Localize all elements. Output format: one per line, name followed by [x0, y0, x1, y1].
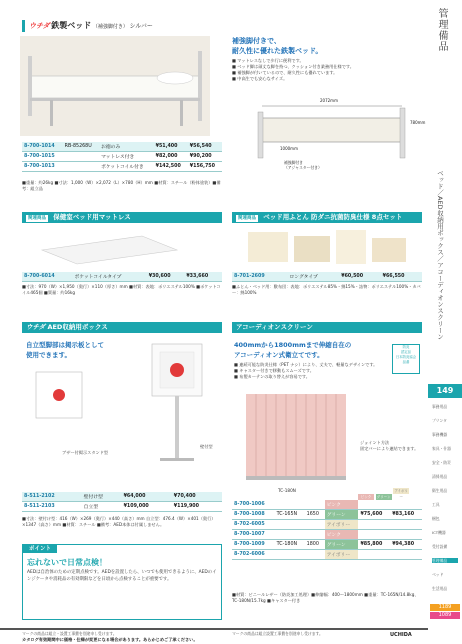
dim-height: 780mm: [410, 120, 426, 125]
screen-caption: ジョイント方法 固定バーにより連結できます。: [360, 440, 419, 451]
price-tax: [390, 530, 422, 540]
screen-photo: [242, 388, 352, 486]
table-row: [22, 492, 222, 502]
futon-photo: [242, 226, 412, 270]
feature-item: ■ 補強脚が付いているので、耐久性にも優れています。: [232, 70, 338, 75]
dim-depth: 1000mm: [280, 146, 298, 151]
mattress-header: [22, 212, 222, 223]
bed-dimension-drawing: [250, 98, 425, 178]
model: [63, 152, 99, 162]
futon-price-table: [232, 272, 422, 282]
sidebar-subcategory: ベッド／AED収納用ボックス／アコーディオンスクリーン: [436, 170, 444, 340]
swatch-green: グリーン: [376, 495, 391, 499]
price-tax: ¥70,400: [172, 492, 222, 502]
brand-logo: ウチダ: [26, 323, 46, 331]
sidebar-item-8[interactable]: 梱包: [432, 516, 440, 521]
mattress-photo: [32, 228, 182, 268]
color: グリーン: [325, 510, 359, 520]
size: マットレス付き: [99, 152, 154, 162]
aed-caption: ブザー付掲示スタンド型: [62, 450, 109, 455]
price-tax: [390, 550, 422, 560]
price: ¥64,000: [122, 492, 172, 502]
table-row: [22, 152, 222, 162]
futon-image: [242, 226, 412, 270]
model: 自立型: [82, 502, 122, 512]
feature-heading: 補強脚付きで、 耐久性に優れた鉄製ベッド。: [232, 37, 323, 55]
size: ポケットコイル付き: [99, 162, 154, 172]
futon-title: ベッド用ふとん 防ダニ抗菌防臭仕様 8点セット: [263, 213, 403, 221]
screen-lead: 400mmから1800mmまで伸縮自在の アコーディオン式衛立てです。: [234, 341, 352, 359]
product-code: 8-700-1015: [22, 152, 63, 162]
model: [63, 162, 99, 172]
footer-note: マークの商品は組立設置工事費を別途申し受けます。: [232, 631, 323, 636]
price-tax: [390, 500, 422, 510]
bed-header: [22, 20, 262, 32]
bullet-item: ■ 連続可能な防炎仕様（PET ナシ）により、丈夫で、軽量なデザインです。: [234, 362, 378, 367]
color-swatches: [358, 488, 422, 500]
screen-header: [232, 322, 422, 333]
color: ピンク: [325, 530, 359, 540]
product-title-sub: （補強脚付き）: [92, 24, 128, 30]
swatch-pink: ピンク: [358, 494, 374, 500]
price: [358, 500, 390, 510]
swatch-ivory: アイボリー: [394, 489, 409, 499]
model: RB-85268U: [63, 142, 99, 152]
price: ¥142,500: [154, 162, 188, 172]
sidebar-category: 管理備品: [436, 8, 447, 52]
product-code: 8-700-1007: [232, 530, 275, 540]
sidebar-item-0[interactable]: 事務用品: [432, 404, 448, 409]
table-row: [22, 162, 222, 172]
screen-spec: ■材質：ビニールレザー（防炎加工処理）■伸縮幅：400～1800mm ■重量：TC-165N/14.8kg、TC-180N/15.7kg ■キャスター付き: [232, 592, 419, 603]
sidebar: [428, 0, 462, 644]
table-row: [232, 272, 422, 282]
table-row: [22, 272, 222, 282]
model: [275, 550, 305, 560]
feature-item: ■ ベッド脚は頑丈な脚を持つ、クッション付き業務用仕様です。: [232, 64, 354, 69]
model: [275, 500, 305, 510]
bed-price-table: [22, 142, 222, 172]
footer-note: カタログ有効期間中に価格・仕様が変更になる場合があります。あらかじめご了承ください。: [22, 637, 198, 642]
model: ロングタイプ: [287, 272, 339, 282]
bed-photo: [20, 36, 210, 136]
table-row: [232, 510, 422, 520]
price: ¥82,000: [154, 152, 188, 162]
product-code: 8-701-2609: [232, 272, 287, 282]
dimension-diagram: [250, 98, 425, 178]
futon-header: [232, 212, 422, 223]
product-color: シルバー: [129, 23, 153, 30]
side-code-2: 1089: [430, 612, 460, 619]
footer: [0, 628, 428, 644]
height: 1650: [305, 510, 325, 520]
screen-bullets: [234, 362, 384, 380]
aed-wall-image: [26, 366, 96, 426]
aed-spec: ■寸法：壁付け型：416（W）×269（奥行）×440（高さ）mm 自立型：476.4（W）×401（奥行）×1347（高さ）mm ■材質：スチール ■備考：AED本体は付属しません。: [22, 516, 216, 527]
aed-section: [22, 322, 222, 622]
price: ¥51,400: [154, 142, 188, 152]
sidebar-item-12[interactable]: ベッド: [432, 572, 444, 577]
screen-image: [242, 388, 352, 486]
point-box: [22, 544, 222, 620]
product-code: 8-702-6005: [232, 520, 275, 530]
sidebar-item-11[interactable]: 管理備品: [432, 558, 458, 563]
brand-logo: UCHIDA: [390, 632, 412, 638]
point-title: 忘れないで日常点検！: [27, 558, 107, 567]
sidebar-item-5[interactable]: 清掃用品: [432, 474, 448, 479]
mattress-spec: ■寸法：970（W）×1,950（奥行）×110（厚さ）mm ■材質：表地：ポリエステル100% ■ポケットコイル465個 ■質量：約16kg: [22, 284, 221, 295]
mattress-image: [32, 228, 182, 268]
product-code: 8-700-1014: [22, 142, 63, 152]
table-row: [22, 502, 222, 512]
side-code-1: 1189: [430, 604, 460, 611]
color: アイボリー: [325, 550, 359, 560]
sidebar-item-1[interactable]: プリンタ: [432, 418, 447, 423]
bed-illustration: [20, 36, 210, 136]
brand-logo: ウチダ: [29, 22, 50, 30]
feature-list: [232, 58, 420, 82]
model: 壁付け型: [82, 492, 122, 502]
product-code: 8-700-1009: [232, 540, 275, 550]
aed-wall-label: 壁付型: [200, 444, 213, 449]
model: ポケットコイルタイプ: [73, 272, 147, 282]
sidebar-item-3[interactable]: 家具・什器: [432, 446, 451, 451]
price: ¥109,000: [122, 502, 172, 512]
price-tax: ¥56,540: [188, 142, 222, 152]
screen-section: [232, 322, 422, 622]
color: ピンク: [325, 500, 359, 510]
product-code: 8-511-2102: [22, 492, 82, 502]
related-tag: 関連商品: [28, 216, 46, 221]
price-tax: ¥119,900: [172, 502, 222, 512]
sidebar-item-10[interactable]: 受付設備: [432, 544, 448, 549]
dim-width: 2072mm: [320, 98, 338, 103]
model: TC-180N: [275, 540, 305, 550]
height: [305, 520, 325, 530]
price-tax: [390, 520, 422, 530]
product-code: 8-702-6006: [232, 550, 275, 560]
price: ¥85,800: [358, 540, 390, 550]
sidebar-item-4[interactable]: 安全・防災: [432, 460, 451, 465]
feature-item: ■ 中高生でも安心なサイズ。: [232, 76, 288, 81]
table-row: [232, 520, 422, 530]
height: 1800: [305, 540, 325, 550]
model: TC-165N: [275, 510, 305, 520]
aed-price-table: [22, 492, 222, 512]
price: ¥30,600: [147, 272, 185, 282]
table-row: [232, 550, 422, 560]
flame-badge: 防炎 認定品 日本防炎協会 品番: [392, 344, 420, 374]
aed-lead: 自立型脚部は掲示板として 使用できます。: [26, 341, 104, 359]
page-number: 149: [428, 384, 462, 398]
mattress-title: 保健室ベッド用マットレス: [53, 213, 131, 221]
sidebar-item-7[interactable]: 工具: [432, 502, 440, 507]
price-tax: ¥33,660: [184, 272, 222, 282]
bed-section: [0, 0, 428, 215]
bed-spec: ■重量：約26kg ■寸法：1,000（W）×2,072（L）×780（H）mm ■材質：スチール（粉体塗装）■備考：組立品: [22, 180, 221, 191]
model: [275, 530, 305, 540]
table-row: [232, 530, 422, 540]
footer-note: マークの商品は組立・設置工事費を別途申し受けます。: [22, 631, 117, 636]
screen-model-label: TC-180N: [278, 488, 296, 493]
model: [275, 520, 305, 530]
sidebar-item-9[interactable]: ICT機器: [432, 530, 446, 535]
price-tax: ¥94,380: [390, 540, 422, 550]
price: [358, 550, 390, 560]
product-title: 鉄製ベッド: [51, 21, 92, 30]
table-row: [22, 142, 222, 152]
mattress-price-table: [22, 272, 222, 282]
dim-legs: 補強脚付き （アジャスター付き）: [284, 160, 322, 170]
futon-section: [232, 212, 422, 307]
height: [305, 550, 325, 560]
table-row: [232, 500, 422, 510]
sidebar-item-6[interactable]: 衛生用品: [432, 488, 448, 493]
color: アイボリー: [325, 520, 359, 530]
point-label: ポイント: [23, 545, 57, 553]
futon-spec: ■ふとん・ベッド用：敷布団：表地：ポリエステル85%・綿15%・詰物：ポリエステル100%・カバー：綿100%: [232, 284, 421, 295]
price-tax: ¥156,750: [188, 162, 222, 172]
product-code: 8-511-2103: [22, 502, 82, 512]
size: お徳のみ: [99, 142, 154, 152]
price: [358, 520, 390, 530]
price: ¥60,500: [339, 272, 380, 282]
mattress-section: [22, 212, 222, 307]
product-code: 8-700-1008: [232, 510, 275, 520]
aed-title: AED収納用ボックス: [47, 323, 108, 331]
price-tax: ¥90,200: [188, 152, 222, 162]
feature-box: [232, 36, 420, 96]
point-body: AEDは自治体のための定期点検です。AEDを設置したら、いつでも使用できるように、AEDのインジケータや消耗品の有効期限などを日頃から点検することが重要です。: [27, 570, 217, 582]
sidebar-item-2[interactable]: 事務機器: [432, 432, 448, 437]
height: [305, 530, 325, 540]
related-tag: 関連商品: [238, 216, 256, 221]
product-code: 8-700-6014: [22, 272, 73, 282]
bullet-item: ■ 布製カーテンの取り替えが容易です。: [234, 374, 310, 379]
color: グリーン: [325, 540, 359, 550]
feature-item: ■ マットレスなしで歩行に便利です。: [232, 58, 304, 63]
product-code: 8-700-1006: [232, 500, 275, 510]
bullet-item: ■ キャスター付きで移動もスムーズです。: [234, 368, 314, 373]
price-tax: ¥66,550: [381, 272, 422, 282]
screen-price-table: [232, 500, 422, 560]
price-tax: ¥83,160: [390, 510, 422, 520]
price: ¥75,600: [358, 510, 390, 520]
aed-header: [22, 322, 222, 333]
screen-title: アコーディオンスクリーン: [236, 323, 313, 331]
product-code: 8-700-1013: [22, 162, 63, 172]
table-row: [232, 540, 422, 550]
height: [305, 500, 325, 510]
price: [358, 530, 390, 540]
sidebar-item-13[interactable]: 生活用品: [432, 586, 448, 591]
aed-wall-photo: [26, 366, 96, 426]
